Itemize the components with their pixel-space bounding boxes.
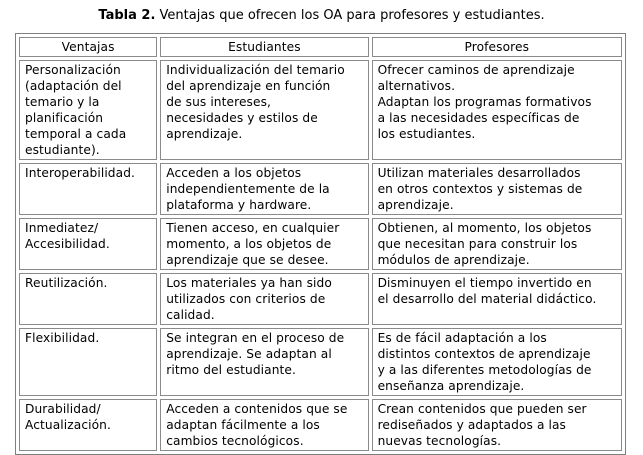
cell-text-line: Inmediatez/: [25, 221, 99, 235]
cell-text-line: adaptan fácilmente a los: [166, 418, 320, 432]
table-row: [19, 218, 622, 270]
estudiantes-cell: [160, 60, 368, 160]
header-estudiantes: Estudiantes: [160, 37, 368, 57]
table-caption: [0, 8, 643, 24]
cell-text-line: temario y la: [25, 95, 100, 109]
cell-text-line: estudiante).: [25, 143, 100, 157]
ventaja-cell: [19, 273, 157, 325]
cell-text-line: Flexibilidad.: [25, 331, 100, 345]
cell-text-line: Ofrecer caminos de aprendizaje: [377, 63, 575, 77]
cell-text-line: Los materiales ya han sido: [166, 276, 332, 290]
caption-label: Tabla 2.: [98, 8, 156, 23]
cell-text-line: Individualización del temario: [166, 63, 345, 77]
profesores-cell: [372, 328, 622, 396]
cell-text-line: independientemente de la: [166, 182, 330, 196]
cell-text-line: Es de fácil adaptación a los: [377, 331, 547, 345]
cell-text-line: Interoperabilidad.: [25, 166, 136, 180]
cell-text-line: Acceden a contenidos que se: [166, 402, 348, 416]
profesores-cell: [372, 273, 622, 325]
cell-text-line: en otros contextos y sistemas de: [377, 182, 583, 196]
header-profesores: Profesores: [372, 37, 622, 57]
table-row: [19, 328, 622, 396]
ventaja-cell: [19, 218, 157, 270]
cell-text-line: el desarrollo del material didáctico.: [377, 292, 597, 306]
cell-text-line: distintos contextos de aprendizaje: [377, 347, 591, 361]
cell-text-line: aprendizaje.: [166, 127, 243, 141]
profesores-cell: [372, 399, 622, 451]
cell-text-line: aprendizaje. Se adaptan al: [166, 347, 332, 361]
table-row: [19, 60, 622, 160]
cell-text-line: temporal a cada: [25, 127, 127, 141]
cell-text-line: enseñanza aprendizaje.: [377, 379, 525, 393]
table-row: [19, 399, 622, 451]
cell-text-line: Obtienen, al momento, los objetos: [377, 221, 592, 235]
cell-text-line: momento, a los objetos de: [166, 237, 332, 251]
cell-text-line: Personalización: [25, 63, 121, 77]
estudiantes-cell: [160, 218, 368, 270]
cell-text-line: que necesitan para construir los: [377, 237, 578, 251]
ventaja-cell: [19, 399, 157, 451]
profesores-cell: [372, 163, 622, 215]
cell-text-line: Acceden a los objetos: [166, 166, 302, 180]
cell-text-line: (adaptación del: [25, 79, 122, 93]
cell-text-line: Adaptan los programas formativos: [377, 95, 592, 109]
ventaja-cell: [19, 60, 157, 160]
cell-text-line: los estudiantes.: [377, 127, 476, 141]
cell-text-line: planificación: [25, 111, 104, 125]
cell-text-line: ritmo del estudiante.: [166, 363, 297, 377]
table-row: [19, 273, 622, 325]
cell-text-line: rediseñados y adaptados a las: [377, 418, 566, 432]
cell-text-line: utilizados con criterios de: [166, 292, 326, 306]
estudiantes-cell: [160, 399, 368, 451]
cell-text-line: aprendizaje que se desee.: [166, 253, 329, 267]
cell-text-line: Durabilidad/: [25, 402, 101, 416]
ventaja-cell: [19, 328, 157, 396]
cell-text-line: Accesibilidad.: [25, 237, 110, 251]
table-body: [19, 60, 622, 451]
estudiantes-cell: [160, 273, 368, 325]
cell-text-line: nuevas tecnologías.: [377, 434, 502, 448]
profesores-cell: [372, 60, 622, 160]
cell-text-line: Actualización.: [25, 418, 111, 432]
cell-text-line: del aprendizaje en función: [166, 79, 331, 93]
cell-text-line: cambios tecnológicos.: [166, 434, 304, 448]
estudiantes-cell: [160, 163, 368, 215]
cell-text-line: plataforma y hardware.: [166, 198, 312, 212]
cell-text-line: Se integran en el proceso de: [166, 331, 345, 345]
table-row: [19, 163, 622, 215]
profesores-cell: [372, 218, 622, 270]
cell-text-line: aprendizaje.: [377, 198, 454, 212]
cell-text-line: Tienen acceso, en cualquier: [166, 221, 340, 235]
cell-text-line: Crean contenidos que pueden ser: [377, 402, 587, 416]
cell-text-line: y a las diferentes metodologías de: [377, 363, 592, 377]
header-ventajas: Ventajas: [19, 37, 157, 57]
estudiantes-cell: [160, 328, 368, 396]
cell-text-line: Disminuyen el tiempo invertido en: [377, 276, 592, 290]
header-row: [19, 37, 622, 57]
cell-text-line: de sus intereses,: [166, 95, 272, 109]
ventajas-table: [15, 33, 626, 455]
cell-text-line: alternativos.: [377, 79, 456, 93]
cell-text-line: Utilizan materiales desarrollados: [377, 166, 581, 180]
cell-text-line: módulos de aprendizaje.: [377, 253, 530, 267]
cell-text-line: a las necesidades específicas de: [377, 111, 580, 125]
ventaja-cell: [19, 163, 157, 215]
cell-text-line: necesidades y estilos de: [166, 111, 318, 125]
caption-text: Ventajas que ofrecen los OA para profesores y estudiantes.: [159, 8, 545, 23]
cell-text-line: calidad.: [166, 308, 215, 322]
cell-text-line: Reutilización.: [25, 276, 108, 290]
